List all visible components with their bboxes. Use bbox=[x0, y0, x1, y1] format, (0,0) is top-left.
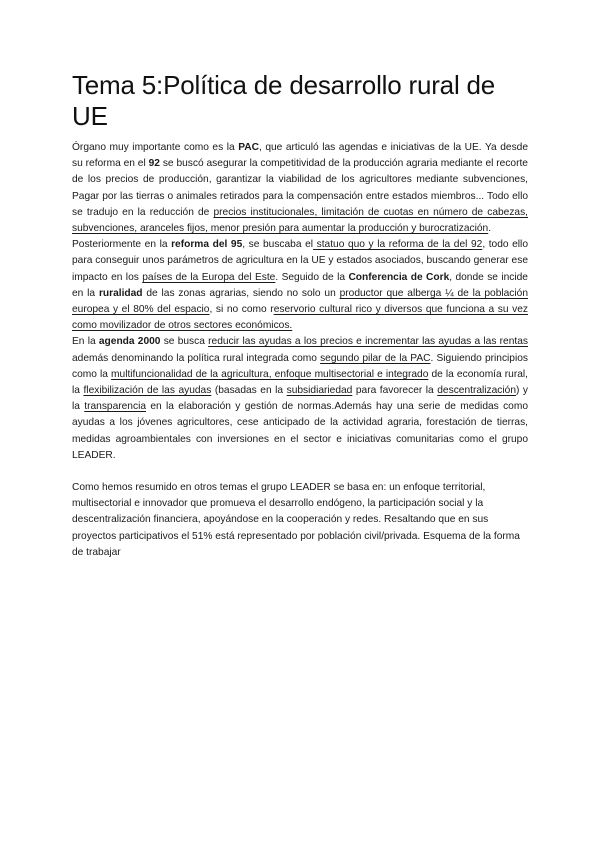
text-run: se busca bbox=[160, 336, 209, 348]
text-run: En la bbox=[72, 336, 99, 348]
bold-term: reforma del 95 bbox=[171, 239, 243, 251]
underlined-term: subsidiariedad bbox=[286, 385, 353, 397]
text-run: , donde se incide en la bbox=[72, 271, 528, 299]
underlined-term: segundo pilar de la PAC bbox=[320, 352, 431, 364]
paragraph-reforma-95 bbox=[72, 237, 528, 334]
text-run: , todo ello para conseguir unos parámetros de agricultura en la UE y estados asociados, buscando generar ese impacto en los bbox=[72, 239, 528, 283]
underlined-term: reducir las ayudas a los precios e incrementar las ayudas a las rentas bbox=[208, 336, 528, 348]
underlined-term: países de la Europa del Este bbox=[142, 271, 276, 283]
underlined-term: multifuncionalidad de la agricultura, enfoque multisectorial e integrado bbox=[111, 368, 429, 380]
text-run: de la economía rural, la bbox=[72, 368, 528, 397]
text-run: en la elaboración y gestión de normas.Además hay una serie de medidas como ayudas a los jóvenes agricultores, cese anticipado de la actividad agraria, forestación de tierras, medidas agroambientales con inversiones en el sector e iniciativas comunitarias como el grupo LEADER. bbox=[72, 401, 528, 461]
underlined-term: flexibilización de las ayudas bbox=[83, 385, 212, 397]
page-title: Tema 5:Política de desarrollo rural de UE bbox=[72, 70, 496, 131]
text-run: . bbox=[488, 223, 492, 235]
underlined-term: eservorio cultural rico y diversos que funciona a su vez como movilizador de otros sectores económicos. bbox=[72, 304, 528, 332]
text-run: además denominando la política rural integrada como bbox=[72, 352, 321, 364]
bold-term: agenda 2000 bbox=[98, 336, 161, 348]
text-run: se buscó asegurar la competitividad de la producción agraria mediante el recorte de los precios de producción, garantizar la viabilidad de los agricultores mediante subvenciones, Pagar por las tierras o animales retirados para la compensación entre estados miembros... Todo ello se tradujo en la reducción de bbox=[72, 158, 528, 218]
text-run: , que articuló las agendas e iniciativas de la UE. Ya desde su reforma en el bbox=[72, 142, 528, 170]
underlined-term: productor que alberga ¼ de la población europea y el 80% del espacio bbox=[72, 287, 528, 316]
text-run: (basadas en la bbox=[211, 385, 287, 397]
text-run: , si no como r bbox=[209, 304, 274, 316]
text-run: para favorecer la bbox=[352, 385, 438, 397]
bold-term: ruralidad bbox=[98, 287, 143, 299]
paragraph-pac bbox=[72, 140, 528, 237]
paragraph-agenda-2000 bbox=[72, 334, 528, 464]
bold-term: Conferencia de Cork bbox=[348, 271, 450, 283]
underlined-term: statuo quo y la reforma de la del 92 bbox=[313, 239, 483, 251]
paragraph-leader: Como hemos resumido en otros temas el grupo LEADER se basa en: un enfoque territorial, multisectorial e innovador que promueva el desarrollo endógeno, la participación social y la descentralización financiera, apoyándose en la cooperación y redes. Resaltando que en sus proyectos participativos el 51% está representado por población civil/privada. Esquema de la forma de trabajar bbox=[72, 482, 520, 558]
document-page bbox=[72, 70, 528, 561]
text-run: Órgano muy importante como es la bbox=[72, 142, 239, 153]
bold-term: PAC bbox=[238, 142, 259, 153]
underlined-term: transparencia bbox=[84, 401, 146, 413]
text-run: ) y la bbox=[72, 385, 529, 413]
paragraph-spacer bbox=[72, 464, 528, 480]
text-run: . Siguiendo principios como la bbox=[72, 352, 528, 380]
underlined-term: descentralización bbox=[437, 385, 516, 397]
text-run: , se buscaba el bbox=[242, 239, 314, 251]
text-run: de las zonas agrarias, siendo no solo un bbox=[142, 287, 340, 299]
text-run: . Seguido de la bbox=[275, 271, 349, 283]
text-run: Posteriormente en la bbox=[72, 239, 172, 251]
bold-term: 92 bbox=[148, 158, 160, 170]
underlined-term: precios institucionales, limitación de cuotas en número de cabezas, subvenciones, aranceles fijos, menor presión para aumentar la producción y burocratización bbox=[72, 206, 529, 235]
